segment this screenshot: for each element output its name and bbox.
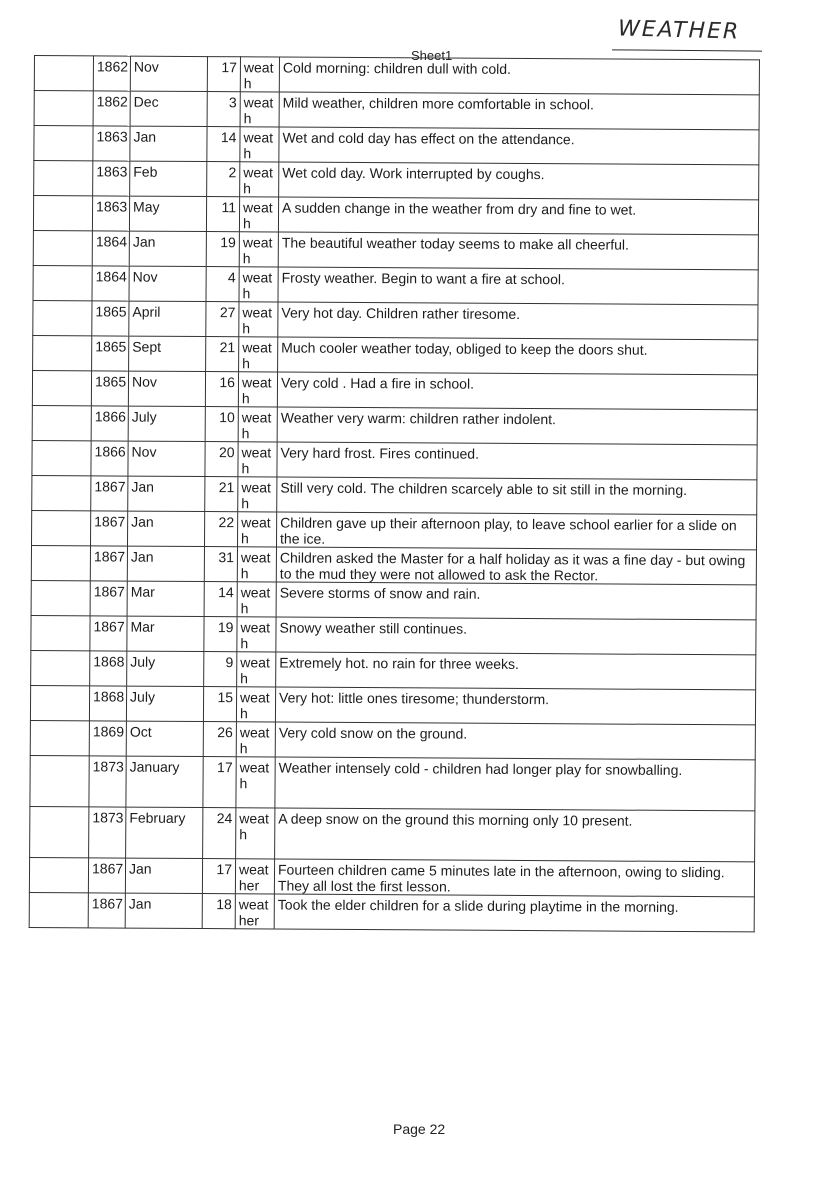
category-text: weath (240, 549, 271, 582)
category-cell (240, 57, 279, 92)
month-cell: April (129, 301, 206, 336)
day-cell: 21 (205, 477, 238, 512)
blank-cell (33, 265, 92, 300)
description-cell: Frosty weather. Begin to want a fire at school. (278, 267, 758, 305)
category-cell (238, 372, 277, 407)
description-cell: The beautiful weather today seems to make all cheerful. (278, 232, 758, 270)
page-number: Page 22 (393, 1121, 446, 1137)
blank-cell (34, 161, 93, 196)
month-cell: May (129, 196, 206, 231)
day-cell: 21 (206, 337, 239, 372)
category-cell (239, 267, 278, 302)
day-cell: 19 (206, 232, 239, 267)
category-cell (237, 512, 276, 547)
table-row (33, 230, 758, 269)
year-cell: 1862 (93, 56, 130, 91)
table-row (33, 335, 758, 374)
year-cell: 1868 (90, 651, 127, 686)
category-text: weath (243, 94, 274, 127)
year-cell: 1867 (91, 476, 128, 511)
category-cell (236, 757, 275, 808)
month-cell: Sept (129, 336, 206, 371)
blank-cell (29, 857, 88, 892)
category-text: weath (241, 374, 272, 407)
day-cell: 20 (205, 442, 238, 477)
year-cell: 1867 (90, 546, 127, 581)
blank-cell (30, 755, 89, 806)
year-cell: 1864 (92, 266, 129, 301)
handwritten-category-label: WEATHER (617, 16, 741, 45)
blank-cell (32, 475, 91, 510)
year-cell: 1865 (91, 371, 128, 406)
category-text: weather (238, 896, 269, 929)
blank-cell (31, 615, 90, 650)
category-cell (238, 407, 277, 442)
day-cell: 14 (204, 582, 237, 617)
blank-cell (33, 196, 92, 231)
handwritten-underline (612, 49, 762, 51)
year-cell: 1873 (89, 807, 126, 858)
table-row (30, 685, 755, 724)
month-cell: Jan (128, 511, 205, 546)
table-row (33, 196, 758, 235)
year-cell: 1863 (93, 126, 130, 161)
table-row (30, 806, 755, 861)
blank-cell (29, 892, 88, 927)
blank-cell (32, 370, 91, 405)
category-text: weath (243, 129, 274, 162)
category-text: weath (239, 689, 270, 722)
day-cell: 31 (204, 547, 237, 582)
blank-cell (30, 720, 89, 755)
table-row (30, 755, 755, 810)
table-row (32, 510, 757, 549)
category-cell (239, 197, 278, 232)
category-cell (239, 232, 278, 267)
description-cell: Fourteen children came 5 minutes late in the afternoon, owing to sliding. They all lost the first lesson. (274, 859, 754, 897)
category-text: weath (242, 269, 273, 302)
category-cell (235, 859, 274, 894)
day-cell: 14 (207, 127, 240, 162)
day-cell: 10 (205, 407, 238, 442)
category-cell (238, 442, 277, 477)
description-cell: A deep snow on the ground this morning only 10 present. (275, 808, 755, 862)
category-text: weath (240, 584, 271, 617)
table-row (31, 615, 756, 654)
table-row (34, 161, 759, 200)
description-cell: Very hot day. Children rather tiresome. (278, 302, 758, 340)
day-cell: 15 (203, 687, 236, 722)
day-cell: 2 (207, 162, 240, 197)
year-cell: 1864 (92, 231, 129, 266)
description-cell: Extremely hot. no rain for three weeks. (276, 652, 756, 690)
month-cell: Jan (130, 126, 207, 161)
month-cell: Dec (130, 91, 207, 126)
year-cell: 1866 (91, 441, 128, 476)
description-cell: Still very cold. The children scarcely able to sit still in the morning. (277, 477, 757, 515)
month-cell: Nov (128, 441, 205, 476)
month-cell: Mar (127, 616, 204, 651)
month-cell: July (128, 406, 205, 441)
blank-cell (32, 510, 91, 545)
day-cell: 16 (205, 372, 238, 407)
month-cell: July (127, 651, 204, 686)
month-cell: Feb (130, 161, 207, 196)
blank-cell (31, 545, 90, 580)
year-cell: 1863 (93, 161, 130, 196)
year-cell: 1869 (89, 721, 126, 756)
year-cell: 1863 (92, 196, 129, 231)
month-cell: January (126, 756, 203, 807)
day-cell: 17 (203, 757, 236, 808)
description-cell: Children gave up their afternoon play, to leave school earlier for a slide on the ice. (276, 512, 756, 550)
category-cell (240, 127, 279, 162)
category-text: weath (241, 409, 272, 442)
description-cell: Very hard frost. Fires continued. (277, 442, 757, 480)
year-cell: 1866 (91, 406, 128, 441)
table-row (31, 580, 756, 619)
category-text: weath (242, 339, 272, 372)
category-cell (237, 652, 276, 687)
category-cell (235, 894, 274, 929)
table-row (34, 126, 759, 165)
year-cell: 1873 (89, 756, 126, 807)
description-cell: Took the elder children for a slide during playtime in the morning. (274, 894, 754, 932)
table-row (31, 650, 756, 689)
category-cell (237, 582, 276, 617)
table-row (32, 440, 757, 479)
category-cell (240, 92, 279, 127)
year-cell: 1868 (89, 686, 126, 721)
category-cell (240, 162, 279, 197)
month-cell: Oct (126, 721, 203, 756)
category-cell (236, 808, 275, 859)
weather-log-table (29, 55, 760, 932)
day-cell: 22 (205, 512, 238, 547)
description-cell: Very cold . Had a fire in school. (277, 372, 757, 410)
month-cell: Jan (127, 546, 204, 581)
category-text: weath (240, 619, 271, 652)
category-text: weath (242, 199, 273, 232)
category-text: weath (239, 724, 270, 757)
year-cell: 1862 (93, 91, 130, 126)
year-cell: 1867 (90, 616, 127, 651)
blank-cell (31, 580, 90, 615)
day-cell: 26 (203, 722, 236, 757)
category-text: weath (239, 810, 269, 843)
blank-cell (34, 91, 93, 126)
category-cell (239, 302, 278, 337)
year-cell: 1867 (88, 893, 125, 928)
day-cell: 4 (206, 267, 239, 302)
sheet-name: Sheet1 (411, 48, 453, 63)
blank-cell (33, 300, 92, 335)
table-row (29, 892, 754, 931)
year-cell: 1865 (92, 301, 129, 336)
description-cell: Wet cold day. Work interrupted by coughs. (279, 162, 759, 200)
category-cell (239, 337, 278, 372)
day-cell: 18 (202, 894, 235, 929)
description-cell: Very hot: little ones tiresome; thunderstorm. (275, 687, 755, 725)
category-text: weath (241, 444, 272, 477)
year-cell: 1867 (90, 581, 127, 616)
blank-cell (30, 685, 89, 720)
day-cell: 24 (203, 808, 236, 859)
category-text: weath (243, 164, 273, 197)
category-text: weath (242, 304, 273, 337)
table-row (33, 265, 758, 304)
blank-cell (32, 440, 91, 475)
blank-cell (33, 230, 92, 265)
blank-cell (34, 126, 93, 161)
description-cell: Weather intensely cold - children had longer play for snowballing. (275, 757, 755, 811)
category-text: weath (241, 479, 271, 512)
month-cell: Nov (128, 371, 205, 406)
description-cell: A sudden change in the weather from dry and fine to wet. (278, 197, 758, 235)
day-cell: 11 (206, 197, 239, 232)
month-cell: Jan (129, 231, 206, 266)
year-cell: 1867 (91, 511, 128, 546)
weather-log-body (29, 56, 759, 932)
month-cell: February (126, 807, 203, 858)
category-cell (236, 687, 275, 722)
day-cell: 3 (207, 92, 240, 127)
description-cell: Wet and cold day has effect on the attendance. (279, 127, 759, 165)
blank-cell (33, 335, 92, 370)
category-text: weath (239, 759, 270, 792)
day-cell: 9 (204, 652, 237, 687)
category-text: weath (243, 59, 274, 92)
category-text: weath (241, 514, 271, 547)
description-cell: Very cold snow on the ground. (275, 722, 755, 760)
table-row (29, 857, 754, 896)
month-cell: Jan (128, 476, 205, 511)
month-cell: Nov (130, 56, 207, 91)
blank-cell (34, 56, 93, 91)
description-cell: Severe storms of snow and rain. (276, 582, 756, 620)
year-cell: 1867 (88, 858, 125, 893)
day-cell: 27 (206, 302, 239, 337)
blank-cell (31, 650, 90, 685)
category-cell (237, 547, 276, 582)
day-cell: 17 (207, 57, 240, 92)
month-cell: Nov (129, 266, 206, 301)
table-row (30, 720, 755, 759)
category-text: weather (238, 861, 269, 894)
month-cell: July (126, 686, 203, 721)
table-row (34, 56, 759, 95)
month-cell: Jan (125, 858, 202, 893)
description-cell: Mild weather, children more comfortable in school. (279, 92, 759, 130)
category-text: weath (240, 654, 270, 687)
blank-cell (32, 405, 91, 440)
day-cell: 17 (202, 859, 235, 894)
description-cell: Snowy weather still continues. (276, 617, 756, 655)
table-row (34, 91, 759, 130)
blank-cell (30, 806, 89, 857)
year-cell: 1865 (92, 336, 129, 371)
table-row (33, 300, 758, 339)
description-cell: Cold morning: children dull with cold. (279, 57, 759, 95)
table-row (32, 475, 757, 514)
category-cell (237, 617, 276, 652)
description-cell: Children asked the Master for a half holiday as it was a fine day - but owing to the mud they were not allowed to ask the Rector. (276, 547, 756, 585)
category-cell (238, 477, 277, 512)
day-cell: 19 (204, 617, 237, 652)
table-row (32, 370, 757, 409)
category-text: weath (242, 234, 273, 267)
description-cell: Much cooler weather today, obliged to keep the doors shut. (278, 337, 758, 375)
category-cell (236, 722, 275, 757)
table-row (31, 545, 756, 584)
table-row (32, 405, 757, 444)
month-cell: Jan (125, 893, 202, 928)
month-cell: Mar (127, 581, 204, 616)
description-cell: Weather very warm: children rather indolent. (277, 407, 757, 445)
